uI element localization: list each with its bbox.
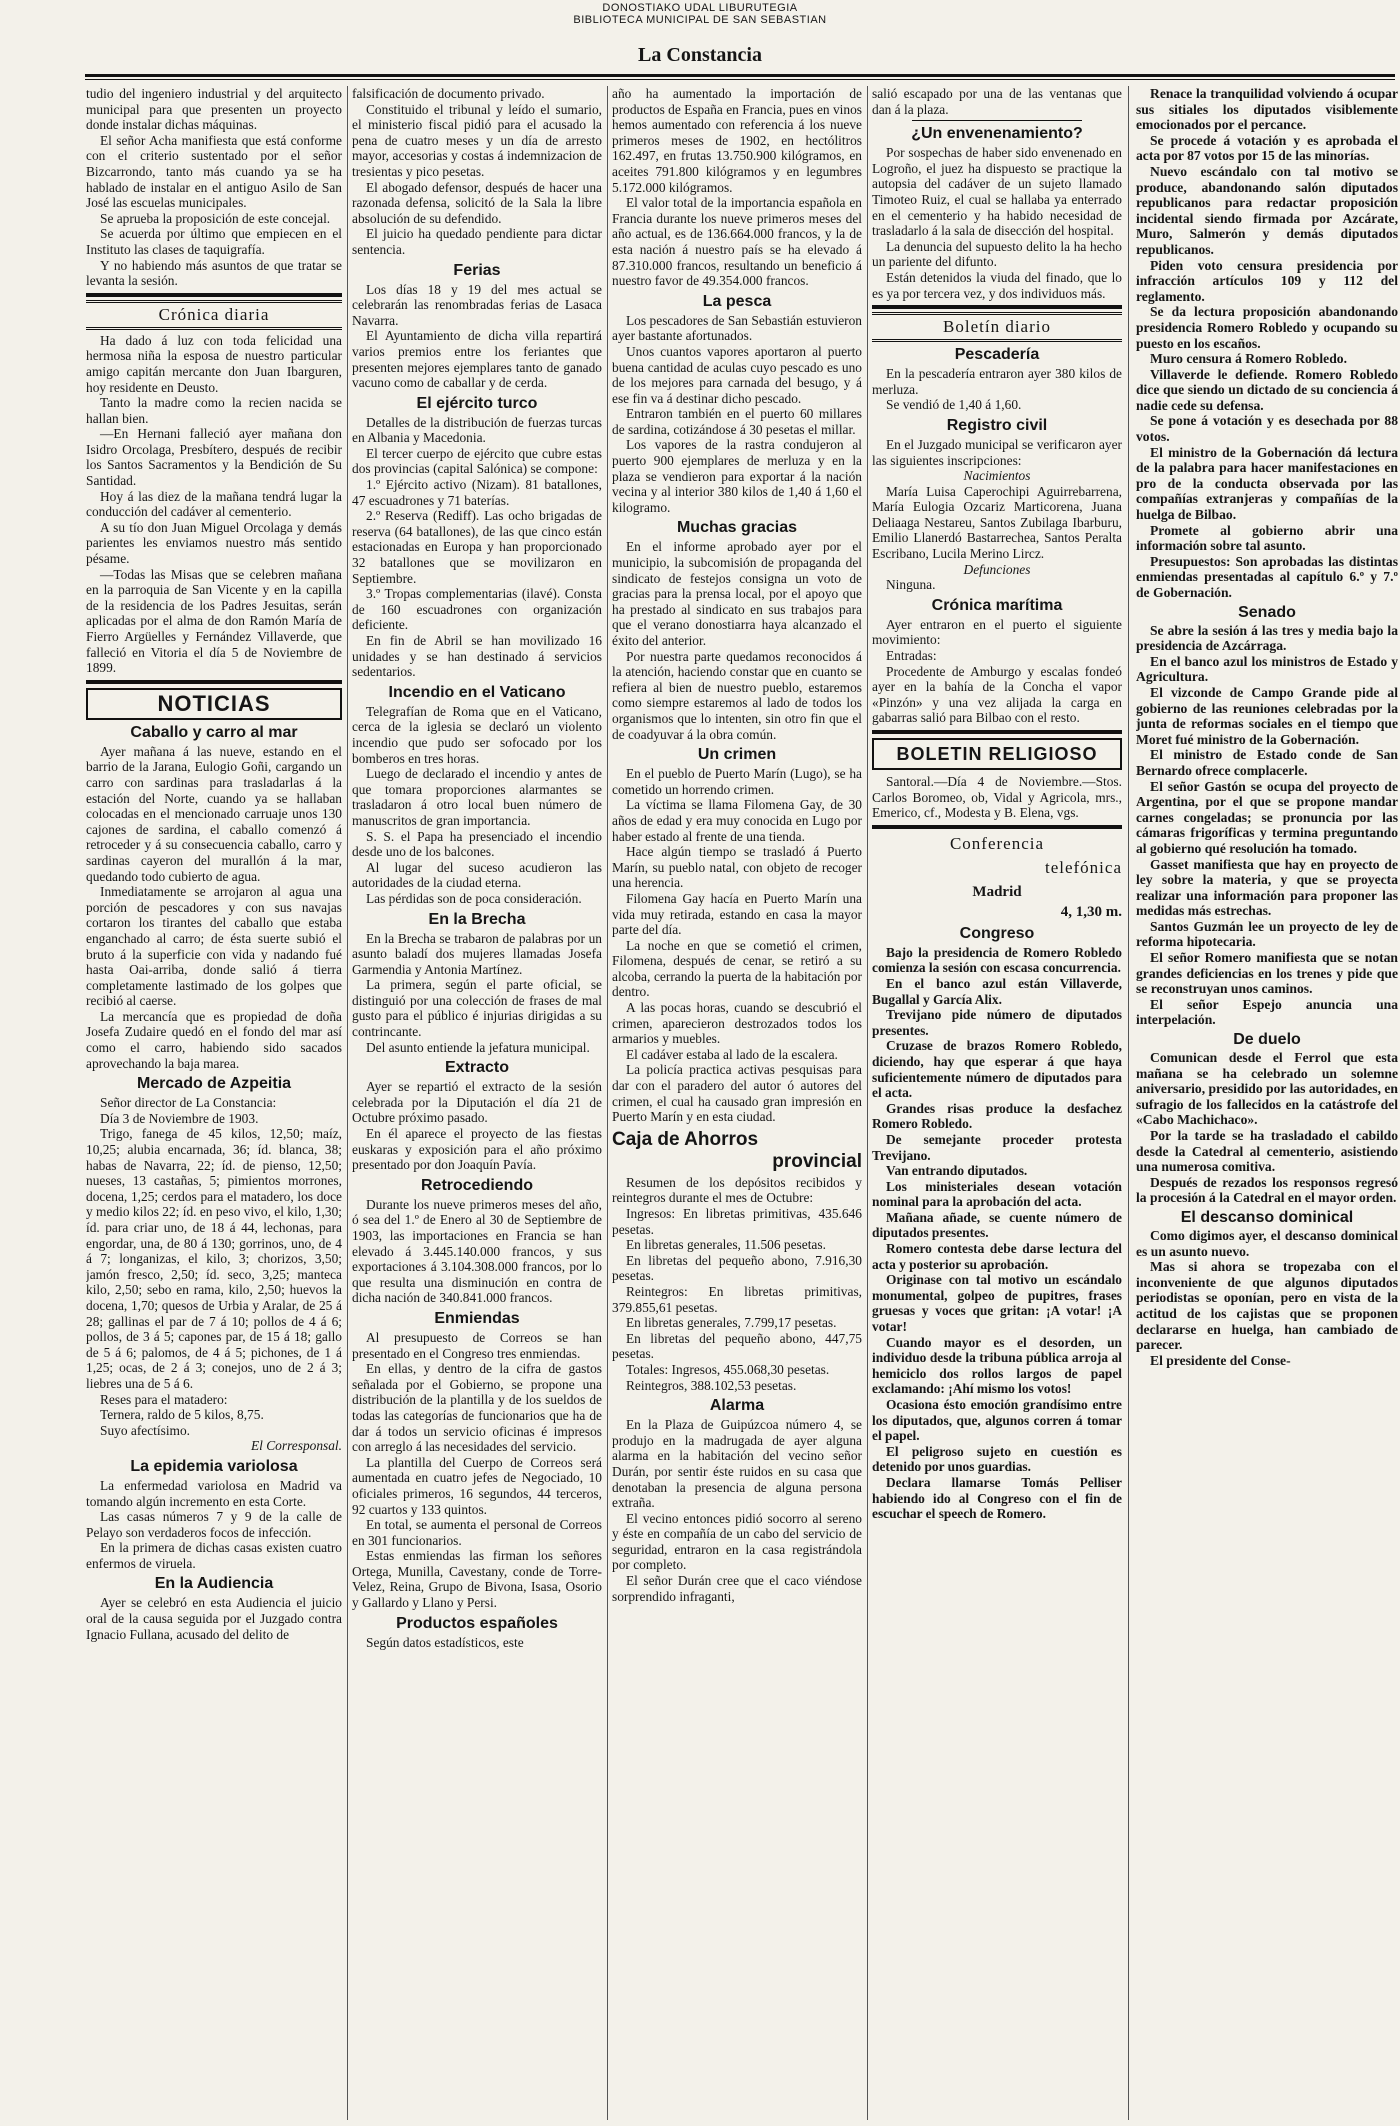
paragraph: Como digimos ayer, el descanso dominical es un asunto nuevo. xyxy=(1136,1227,1398,1259)
paragraph: Trigo, fanega de 45 kilos, 12,50; maíz, 10,25; alubia encarnada, 36; íd. blanca, 38; habas de Navarra, 22; íd. de pienso, 12,50; nueses, 13 castañas, 5; pimientos morrones, docena, 1,25; cerdos para el matadero, los doce y medio kilos 22; íd. en peso vivo, el kilo, 1,30; íd. para criar uno, de 18 á 44, lechonas, para engordar, una, de 80 á 130; gorrinos, uno, de 4 á 7; longanizas, el kilo, 3; chorizos, 3,50; jamón fresco, 2,50; íd. seco, 3,25; manteca kilo, 2,50; sebo en rama, kilo, 2,50; huevos la docena, 1,70; quesos de Urbia y Aralar, de 25 á 28; gallinas el par de 7 á 10; pollos de 4 á 6; pollos, de 3 á 5; capones par, de 15 á 18; gallo de 5 á 6; palomos, de 4 á 5; pichones, de 1 á 1,25; ocas, de 2 á 3; conejos, uno de 2 á 3; liebres una de 5 á 6. xyxy=(86,1126,342,1391)
headline: Ferias xyxy=(453,261,501,279)
paragraph: Día 3 de Noviembre de 1903. xyxy=(100,1110,259,1126)
paragraph: Los ministeriales desean votación nominal para la aprobación del acta. xyxy=(872,1178,1122,1210)
paragraph: Nuevo escándalo con tal motivo se produce, abandonando salón diputados republicanos para redactar proposición incidental siendo firmada por Azcárate, Muro, Salmerón y demás diputados republicanos. xyxy=(1136,163,1398,257)
paragraph: Los vapores de la rastra condujeron al puerto 900 ejemplares de merluza y en la plaza se vendieron para exportar á la nación vecina y al interior 380 kilos de 1,40 á 1,60 el kilogramo. xyxy=(612,437,862,515)
headline: ¿Un envenenamiento? xyxy=(911,125,1083,143)
paragraph: La víctima se llama Filomena Gay, de 30 años de edad y era muy conocida en Lugo por haber estado al frente de una tienda. xyxy=(612,797,862,844)
paragraph: Por la tarde se ha trasladado el cabildo desde la Catedral al cementerio, asistiendo una numerosa comitiva. xyxy=(1136,1128,1398,1175)
paragraph: En el banco azul los ministros de Estado y Agricultura. xyxy=(1136,653,1398,685)
library-line-basque: DONOSTIAKO UDAL LIBURUTEGIA xyxy=(602,2,798,14)
paragraph: En libretas del pequeño abono, 7.916,30 pesetas. xyxy=(612,1252,862,1284)
section-title-noticias: NOTICIAS xyxy=(86,688,342,720)
paragraph: El señor Romero manifiesta que se notan grandes deficiencias en los trenes y pide que se reconstruyan unos caminos. xyxy=(1136,950,1398,997)
paragraph: En el Juzgado municipal se verificaron ayer las siguientes inscripciones: xyxy=(872,436,1122,468)
paragraph: En libretas generales, 7.799,17 pesetas. xyxy=(626,1315,837,1331)
subheading: Defunciones xyxy=(963,561,1031,577)
subheading: Nacimientos xyxy=(963,468,1031,484)
paragraph: En la Brecha se trabaron de palabras por un asunto baladí dos mujeres llamadas Josefa Garmendia y Antonia Martínez. xyxy=(352,930,602,977)
paragraph: En ellas, y dentro de la cifra de gastos señalada por el Gobierno, se propone una distribución de la plantilla y de los sueldos de todas las categorías de funcionarios que ha de dar á todos un servicio oficinas é impresos con arreglo á las necesidades del servicio. xyxy=(352,1361,602,1455)
paragraph: La policía practica activas pesquisas para dar con el paradero del autor ó autores del crimen, el cual ha causado gran impresión en Puerto Marín y en esta ciudad. xyxy=(612,1062,862,1125)
section-rule xyxy=(86,680,342,684)
paragraph: falsificación de documento privado. xyxy=(352,86,545,101)
headline: En la Brecha xyxy=(428,910,526,928)
paragraph: La mercancía que es propiedad de doña Josefa Zudaire quedó en el fondo del mar así como el carro, habiendo sido sacados aprovechando la baja marea. xyxy=(86,1008,342,1071)
paragraph: Telegrafían de Roma que en el Vaticano, cerca de la iglesia se declaró un violento incendio que pudo ser sofocado por los bomberos en tres horas. xyxy=(352,703,602,766)
paragraph: Ternera, raldo de 5 kilos, 8,75. xyxy=(100,1407,264,1423)
headline: Enmiendas xyxy=(434,1309,520,1327)
paragraph: Constituido el tribunal y leído el sumario, el ministerio fiscal pidió para el acusado la pena de cuatro meses y un día de arresto mayor, accesorias y costas á indemnizacion de tresientas y pico pesetas. xyxy=(352,101,602,179)
paragraph: Gasset manifiesta que hay en proyecto de ley sobre la materia, y que se proyecta realizar una información para proponer las medidas más estrechas. xyxy=(1136,856,1398,919)
paragraph: Ayer se celebró en esta Audiencia el juicio oral de la causa seguida por el Juzgado contra Ignacio Fullana, acusado del delito de xyxy=(86,1595,342,1642)
paragraph: Los pescadores de San Sebastián estuvieron ayer bastante afortunados. xyxy=(612,312,862,344)
paragraph: Presupuestos: Son aprobadas las distintas enmiendas presentadas al capítulo 6.º y 7.º de Gobernación. xyxy=(1136,553,1398,600)
paragraph: Originase con tal motivo un escándalo monumental, golpeo de pupitres, frases gruesas y voces que gritan: ¡A votar! ¡A votar! xyxy=(872,1272,1122,1335)
dateline-time: 4, 1,30 m. xyxy=(1060,903,1122,920)
paragraph: Se abre la sesión á las tres y media bajo la presidencia de Azcárraga. xyxy=(1136,622,1398,654)
paragraph: En total, se aumenta el personal de Correos en 301 funcionarios. xyxy=(352,1517,602,1548)
masthead: La Constancia xyxy=(638,44,762,66)
headline: Crónica marítima xyxy=(931,596,1063,614)
headline: Incendio en el Vaticano xyxy=(388,683,566,701)
headline: Un crimen xyxy=(697,746,777,764)
column-divider xyxy=(867,86,868,2120)
paragraph: María Luisa Caperochipi Aguirrebarrena, María Eulogia Ozcariz Marticorena, Juana Deliaaga Nestareu, Santos Zubilaga Ibarburu, Emilio Llanerdó Bastarrechea, Santos Peralta Escribano, Lucila Merino Lircz. xyxy=(872,483,1122,562)
section-rule xyxy=(872,730,1122,734)
paragraph: Señor director de La Constancia: xyxy=(100,1095,277,1111)
paragraph: Unos cuantos vapores aportaron al puerto buena cantidad de aculas cuyo pescado es uno de los mejores para carnada del besugo, y á ese fin va á destinar dicho pescado. xyxy=(612,343,862,406)
section-rule xyxy=(86,293,342,297)
paragraph: A las pocas horas, cuando se descubrió el crimen, aparecieron destrozados todos los armarios y muebles. xyxy=(612,1000,862,1047)
paragraph: Reintegros: En libretas primitivas, 379.855,61 pesetas. xyxy=(612,1283,862,1315)
headline: La epidemia variolosa xyxy=(130,1457,298,1475)
paragraph: Ayer se repartió el extracto de la sesión celebrada por la Diputación el día 21 de Octubre próximo pasado. xyxy=(352,1079,602,1126)
paragraph: Totales: Ingresos, 455.068,30 pesetas. xyxy=(626,1361,830,1377)
paragraph: Santos Guzmán lee un proyecto de ley de reforma hipotecaria. xyxy=(1136,918,1398,950)
paragraph: La denuncia del supuesto delito la ha hecho un pariente del difunto. xyxy=(872,238,1122,270)
paragraph: Al presupuesto de Correos se han presentado en el Congreso tres enmiendas. xyxy=(352,1329,602,1361)
headline: provincial xyxy=(772,1150,862,1172)
paragraph: En la pescadería entraron ayer 380 kilos de merluza. xyxy=(872,366,1122,397)
column-divider xyxy=(1128,86,1129,2120)
paragraph: El presidente del Conse- xyxy=(1150,1352,1291,1368)
paragraph: Suyo afectísimo. xyxy=(100,1422,191,1438)
paragraph: El valor total de la importancia española en Francia durante los nueve primeros meses del año actual, es de 136.664.000 francos, y la de esta nación á nuestro país se ha elevado á 87.310.000 francos, resultando un beneficio á nuestro favor de 49.354.000 francos. xyxy=(612,195,862,289)
paragraph: El Ayuntamiento de dicha villa repartirá varios premios entre los feriantes que presenten mejores ejemplares tanto de ganado vacuno como de caballar y de cerda. xyxy=(352,328,602,391)
paragraph: El señor Durán cree que el caco viéndose sorprendido infraganti, xyxy=(612,1573,862,1604)
paragraph: —Todas las Misas que se celebren mañana en la parroquia de San Vicente y en la capilla de la residencia de los Padres Jesuitas, serán aplicadas por el alma de don Ramón María de Fierro Argüelles y Fernández Villaverde, que falleció en Vitoria el día 5 de Noviembre de 1899. xyxy=(86,566,342,676)
section-title-boletin: Boletín diario xyxy=(872,312,1122,342)
paragraph: Cruzase de brazos Romero Robledo, diciendo, hay que esperar á que haya suficientemente número de diputados para el acta. xyxy=(872,1038,1122,1101)
paragraph: Comunican desde el Ferrol que esta mañana se ha celebrado un solemne aniversario, presidido por las autoridades, en sufragio de los fallecidos en la catástrofe del «Cabo Machichaco». xyxy=(1136,1050,1398,1128)
paragraph: Luego de declarado el incendio y antes de que tomara proporciones alarmantes se trasladaron á otro local buen número de manuscritos de gran importancia. xyxy=(352,766,602,828)
paragraph: Se procede á votación y es aprobada el acta por 87 votos por 15 de las minorías. xyxy=(1136,132,1398,164)
paragraph: Ocasiona ésto emoción grandísimo entre los diputados, que, algunos corren á tomar el papel. xyxy=(872,1397,1122,1444)
dateline-place: Madrid xyxy=(972,883,1022,900)
paragraph: tudio del ingeniero industrial y del arquitecto municipal para que presenten un proyecto donde instalar dichas máquinas. xyxy=(86,86,342,133)
column-4 xyxy=(872,86,1122,2120)
paragraph: Ingresos: En libretas primitivas, 435.646 pesetas. xyxy=(612,1206,862,1237)
paragraph: En libretas generales, 11.506 pesetas. xyxy=(626,1237,826,1253)
column-2 xyxy=(352,86,602,2120)
paragraph: Reses para el matadero: xyxy=(100,1391,228,1407)
paragraph: El ministro de la Gobernación dá lectura de la palabra para hacer manifestaciones en pro de la conducta observada por las compañías extranjeras y compañías de la huelga de Bilbao. xyxy=(1136,444,1398,523)
column-5 xyxy=(1136,86,1398,2120)
paragraph: La enfermedad variolosa en Madrid va tomando algún incremento en esta Corte. xyxy=(86,1477,342,1509)
headline: Alarma xyxy=(709,1397,765,1415)
paragraph: Se da lectura proposición abandonando presidencia Romero Robledo y ocupando su puesto en los escaños. xyxy=(1136,304,1398,351)
paragraph: Santoral.—Día 4 de Noviembre.—Stos. Carlos Boromeo, ob, Vidal y Agricola, mrs., Emerico, cf., Modesta y B. Elena, vgs. xyxy=(872,774,1122,821)
paragraph: Están detenidos la viuda del finado, que lo es ya por tercera vez, y dos individuos más. xyxy=(872,269,1122,301)
headline: La pesca xyxy=(702,292,772,310)
paragraph: Hace algún tiempo se trasladó á Puerto Marín, su pueblo natal, con objeto de recoger una herencia. xyxy=(612,844,862,891)
paragraph: Grandes risas produce la desfachez Romero Robledo. xyxy=(872,1100,1122,1132)
paragraph: S. S. el Papa ha presenciado el incendio desde uno de los balcones. xyxy=(352,828,602,860)
paragraph: La plantilla del Cuerpo de Correos será aumentada en cuatro jefes de Negociado, 10 oficiales primeros, 16 segundos, 44 terceros, 92 cuartos y 133 quintos. xyxy=(352,1454,602,1517)
section-rule xyxy=(872,825,1122,829)
headline: En la Audiencia xyxy=(154,1575,274,1593)
paragraph: Por nuestra parte quedamos reconocidos á la atención, haciendo constar que en cuanto se refiera al bien de nuestro pueblo, estaremos como siempre estaremos al lado de todos los organismos que lo intenten, sin otro fin que el de coadyuvar á la obra común. xyxy=(612,648,862,742)
paragraph: En él aparece el proyecto de las fiestas euskaras y exposición para el año próximo presentado por don Joaquín Pavía. xyxy=(352,1126,602,1173)
paragraph: El peligroso sujeto en cuestión es detenido por unos guardias. xyxy=(872,1443,1122,1475)
paragraph: El tercer cuerpo de ejército que cubre estas dos provincias (capital Salónica) se compone: xyxy=(352,445,602,477)
headline: Retrocediendo xyxy=(420,1176,533,1194)
paragraph: Mas si ahora se tropezaba con el inconveniente de que algunos diputados periodistas se oponían, pero en vista de la actitud de los cajistas que se proponen declararse en huelga, han cambiado de parecer. xyxy=(1136,1259,1398,1353)
paragraph: Se vendió de 1,40 á 1,60. xyxy=(886,397,1022,413)
headline: Mercado de Azpeitia xyxy=(136,1075,292,1093)
headline: Muchas gracias xyxy=(676,519,798,537)
paragraph: En fin de Abril se han movilizado 16 unidades y se han destinado á servicios sedentarios. xyxy=(352,633,602,680)
paragraph: Después de rezados los responsos regresó la procesión á la Catedral en el mayor orden. xyxy=(1136,1174,1398,1206)
paragraph: Procedente de Amburgo y escalas fondeó ayer en la bahía de la Concha el vapor «Pinzón» y una vez alijada la carga en gabarras salió para Bilbao con el resto. xyxy=(872,663,1122,726)
paragraph: El vecino entonces pidió socorro al sereno y éste en compañía de un cabo del servicio de seguridad, entraron en la casa registrándola por completo. xyxy=(612,1510,862,1573)
paragraph: Promete al gobierno abrir una información sobre tal asunto. xyxy=(1136,522,1398,554)
paragraph: Trevijano pide número de diputados presentes. xyxy=(872,1007,1122,1038)
headline: Extracto xyxy=(444,1059,510,1077)
paragraph: Se aprueba la proposición de este concejal. xyxy=(100,210,331,226)
section-title-religioso: BOLETIN RELIGIOSO xyxy=(872,738,1122,770)
short-rule xyxy=(912,120,1082,121)
headline: Caballo y carro al mar xyxy=(130,723,298,741)
paragraph: La primera, según el parte oficial, se distinguió por una colección de frases de mal gusto para el público é injurias dirigidas a su contrincante. xyxy=(352,977,602,1040)
headline: Registro civil xyxy=(946,416,1048,434)
paragraph: La noche en que se cometió el crimen, Filomena, después de cenar, se retiró a su alcoba, cerrando la puerta de la habitación por dentro. xyxy=(612,937,862,1000)
column-divider xyxy=(347,86,348,2120)
paragraph: Estas enmiendas las firman los señores Ortega, Munilla, Cavestany, conde de Torre-Velez, Reina, Grupo de Bivona, Isasa, Osorio y Gallardo y Llano y Persi. xyxy=(352,1548,602,1611)
paragraph: Declara llamarse Tomás Pelliser habiendo ido al Congreso con el fin de escuchar el speech de Romero. xyxy=(872,1474,1122,1522)
paragraph: El señor Espejo anuncia una interpelación. xyxy=(1136,996,1398,1028)
paragraph: Al lugar del suceso acudieron las autoridades de la ciudad eterna. xyxy=(352,859,602,891)
paragraph: Según datos estadísticos, este xyxy=(366,1634,524,1650)
headline: Senado xyxy=(1238,603,1296,621)
paragraph: Las casas números 7 y 9 de la calle de Pelayo son verdaderos focos de infección. xyxy=(86,1509,342,1540)
paragraph: Romero contesta debe darse lectura del acta y posterior su aprobación. xyxy=(872,1241,1122,1272)
paragraph: Tanto la madre como la recien nacida se hallan bien. xyxy=(86,395,342,426)
paragraph: Del asunto entiende la jefatura municipal. xyxy=(366,1039,590,1055)
paragraph: Las pérdidas son de poca consideración. xyxy=(366,890,582,906)
paragraph: —En Hernani falleció ayer mañana don Isidro Orcolaga, Presbítero, después de recibir los Santos Sacramentos y la Bendición de Su Santidad. xyxy=(86,426,342,489)
signature: El Corresponsal. xyxy=(250,1438,342,1454)
section-title-cronica: Crónica diaria xyxy=(86,300,342,330)
paragraph: Detalles de la distribución de fuerzas turcas en Albania y Macedonia. xyxy=(352,414,602,446)
paragraph: A su tío don Juan Miguel Orcolaga y demás parientes les enviamos nuestro más sentido pésame. xyxy=(86,519,342,567)
paragraph: Piden voto censura presidencia por infracción artículos 109 y 112 del reglamento. xyxy=(1136,257,1398,304)
top-rule-thin xyxy=(85,79,1395,80)
paragraph: Los días 18 y 19 del mes actual se celebrarán las renombradas ferias de Lasaca Navarra. xyxy=(352,281,602,328)
paragraph: Villaverde le defiende. Romero Robledo dice que siendo un dictado de su conciencia á nadie cede su defensa. xyxy=(1136,366,1398,413)
paragraph: En el informe aprobado ayer por el municipio, la subcomisión de propaganda del sindicato de festejos consigna un voto de gracias para la prensa local, por el apoyo que ha prestado al sindicato en sus trabajos para que el verano donostiarra haya alcanzado el éxito del anterior. xyxy=(612,539,862,648)
headline: El ejército turco xyxy=(416,394,538,412)
paragraph: Filomena Gay hacía en Puerto Marín una vida muy retirada, estando en casa la mayor parte del día. xyxy=(612,890,862,938)
paragraph: salió escapado por una de las ventanas que dan á la plaza. xyxy=(872,86,1122,117)
paragraph: El juicio ha quedado pendiente para dictar sentencia. xyxy=(352,226,602,257)
paragraph: Hoy á las diez de la mañana tendrá lugar la conducción del cadáver al cementerio. xyxy=(86,488,342,520)
column-1 xyxy=(86,86,342,2120)
paragraph: El vizconde de Campo Grande pide al gobierno de las reuniones celebradas por la junta de reformas sociales en el tiempo que Moret fué ministro de la Gobernación. xyxy=(1136,684,1398,747)
paragraph: Y no habiendo más asuntos de que tratar se levanta la sesión. xyxy=(86,257,342,289)
headline: De duelo xyxy=(1233,1031,1301,1049)
section-title-conferencia: Conferencia xyxy=(949,833,1045,853)
library-line-spanish: BIBLIOTECA MUNICIPAL DE SAN SEBASTIAN xyxy=(573,14,827,26)
paragraph: Renace la tranquilidad volviendo á ocupar sus sitiales los diputados visiblemente emocionados por el percance. xyxy=(1136,86,1398,133)
headline: Productos españoles xyxy=(396,1614,558,1632)
paragraph: Ayer mañana á las nueve, estando en el barrio de la Jarana, Eulogio Goñi, cargando un carro con sardinas para trasladarlas á la estación del Norte, cuando ya se hallaban colocadas en el mencionado carruaje unos 130 cajones de sardina, el caballo comenzó á retroceder y á su consecuencia caballo, carro y sardinas cayeron del murallón á la mar, quedando todo cubierto de agua. xyxy=(86,743,342,884)
column-3 xyxy=(612,86,862,2120)
paragraph: Ayer entraron en el puerto el siguiente movimiento: xyxy=(872,616,1122,648)
paragraph: En el banco azul están Villaverde, Bugallal y García Alix. xyxy=(872,975,1122,1007)
paragraph: Muro censura á Romero Robledo. xyxy=(1150,351,1347,367)
paragraph: Entraron también en el puerto 60 millares de sardina, cotizándose á 30 pesetas el millar. xyxy=(612,406,862,437)
paragraph: Bajo la presidencia de Romero Robledo comienza la sesión con escasa concurrencia. xyxy=(872,944,1122,976)
paragraph: El señor Gastón se ocupa del proyecto de Argentina, por el que se propone mandar carnes congeladas; se pronuncia por las cámaras frigoríficas y termina preguntando al gobierno qué resolución ha tomado. xyxy=(1136,778,1398,856)
paragraph: 2.º Reserva (Rediff). Las ocho brigadas de reserva (64 batallones), de las que cinco están estacionadas en Europa y han proporcionado 32 batallones que se movilizaron en Septiembre. xyxy=(352,508,602,586)
top-rule xyxy=(85,74,1395,77)
column-divider xyxy=(607,86,608,2120)
paragraph: En la primera de dichas casas existen cuatro enfermos de viruela. xyxy=(86,1540,342,1571)
paragraph: Por sospechas de haber sido envenenado en Logroño, el juez ha dispuesto se practique la autopsia del cadáver de un sujeto llamado Timoteo Ruiz, el cual se hallaba ya enterrado en el cementerio y ha habido necesidad de trasladarlo á la sala de disección del hospital. xyxy=(872,145,1122,239)
paragraph: Van entrando diputados. xyxy=(886,1163,1028,1179)
paragraph: Entradas: xyxy=(886,648,937,664)
headline: El descanso dominical xyxy=(1180,1208,1354,1226)
paragraph: año ha aumentado la importación de productos de España en Francia, pues en vinos hemos aumentado con referencia á los nueve primeros meses de 1902, en hectólitros 162.497, en frutas 13.750.900 kilógramos, en aceites 791.800 kilógramos y en legumbres 5.172.000 kilógramos. xyxy=(612,86,862,195)
paragraph: Inmediatamente se arrojaron al agua una porción de pescadores y con sus navajas cortaron los tirantes del caballo que estaba enganchado al carro; de ésta suerte subió el bruto á la superficie con vida y nadando fué hasta Oai-arriba, donde salió á tierra completamente lastimado de los golpes que recibió al caerse. xyxy=(86,884,342,1009)
paragraph: El cadáver estaba al lado de la escalera. xyxy=(626,1046,838,1062)
paragraph: Mañana añade, se cuente número de diputados presentes. xyxy=(872,1209,1122,1241)
library-stamp xyxy=(0,2,1400,26)
paragraph: Ninguna. xyxy=(886,577,936,593)
paragraph: Cuando mayor es el desorden, un individuo desde la tribuna pública arroja al hemiciclo dos rollos largos de papel exclamando: ¡Ahí mismo los votos! xyxy=(872,1334,1122,1397)
section-rule xyxy=(872,305,1122,309)
paragraph: 1.º Ejército activo (Nizam). 81 batallones, 47 escuadrones y 71 baterías. xyxy=(352,477,602,508)
paragraph: Durante los nueve primeros meses del año, ó sea del 1.º de Enero al 30 de Septiembre de 1903, las importaciones en Francia se han elevado á 3.445.140.000 francos, y sus exportaciones á 3.104.308.000 francos, por lo que resulta una disminución en contra de dicha nación de 340.841.000 francos. xyxy=(352,1196,602,1306)
paragraph: Reintegros, 388.102,53 pesetas. xyxy=(626,1377,797,1393)
paragraph: Ha dado á luz con toda felicidad una hermosa niña la esposa de nuestro particular amigo capitán mercante don Juan Ibarguren, hoy residente en Deusto. xyxy=(86,332,342,395)
paragraph: Se pone á votación y es desechada por 88 votos. xyxy=(1136,413,1398,445)
paragraph: En libretas del pequeño abono, 447,75 pesetas. xyxy=(612,1330,862,1362)
paragraph: El abogado defensor, después de hacer una razonada defensa, solicitó de la Sala la libre absolución de su defendido. xyxy=(352,179,602,226)
paragraph: El ministro de Estado conde de San Bernardo ofrece complacerle. xyxy=(1136,747,1398,778)
paragraph: En el pueblo de Puerto Marín (Lugo), se ha cometido un horrendo crimen. xyxy=(612,766,862,797)
headline: Congreso xyxy=(959,924,1035,942)
paragraph: Resumen de los depósitos recibidos y reintegros durante el mes de Octubre: xyxy=(612,1174,862,1206)
paragraph: 3.º Tropas complementarias (ilavé). Consta de 160 escuadrones con organización deficiente. xyxy=(352,586,602,633)
section-title-telefonica: telefónica xyxy=(1044,857,1122,877)
paragraph: De semejante proceder protesta Trevijano. xyxy=(872,1131,1122,1163)
headline: Pescadería xyxy=(954,346,1040,364)
headline: Caja de Ahorros xyxy=(612,1128,759,1150)
paragraph: En la Plaza de Guipúzcoa número 4, se produjo en la madrugada de ayer alguna alarma en la habitación del vecino señor Durán, por sentir éste ruidos en su casa que denotaban la presencia de alguna persona extraña. xyxy=(612,1417,862,1511)
paragraph: El señor Acha manifiesta que está conforme con el criterio sustentado por el señor Bizcarrondo, tanto más cuando ya se ha hablado de instalar en el antiguo Asilo de San José las escuelas municipales. xyxy=(86,132,342,211)
paragraph: Se acuerda por último que empiecen en el Instituto las clases de taquigrafía. xyxy=(86,226,342,257)
